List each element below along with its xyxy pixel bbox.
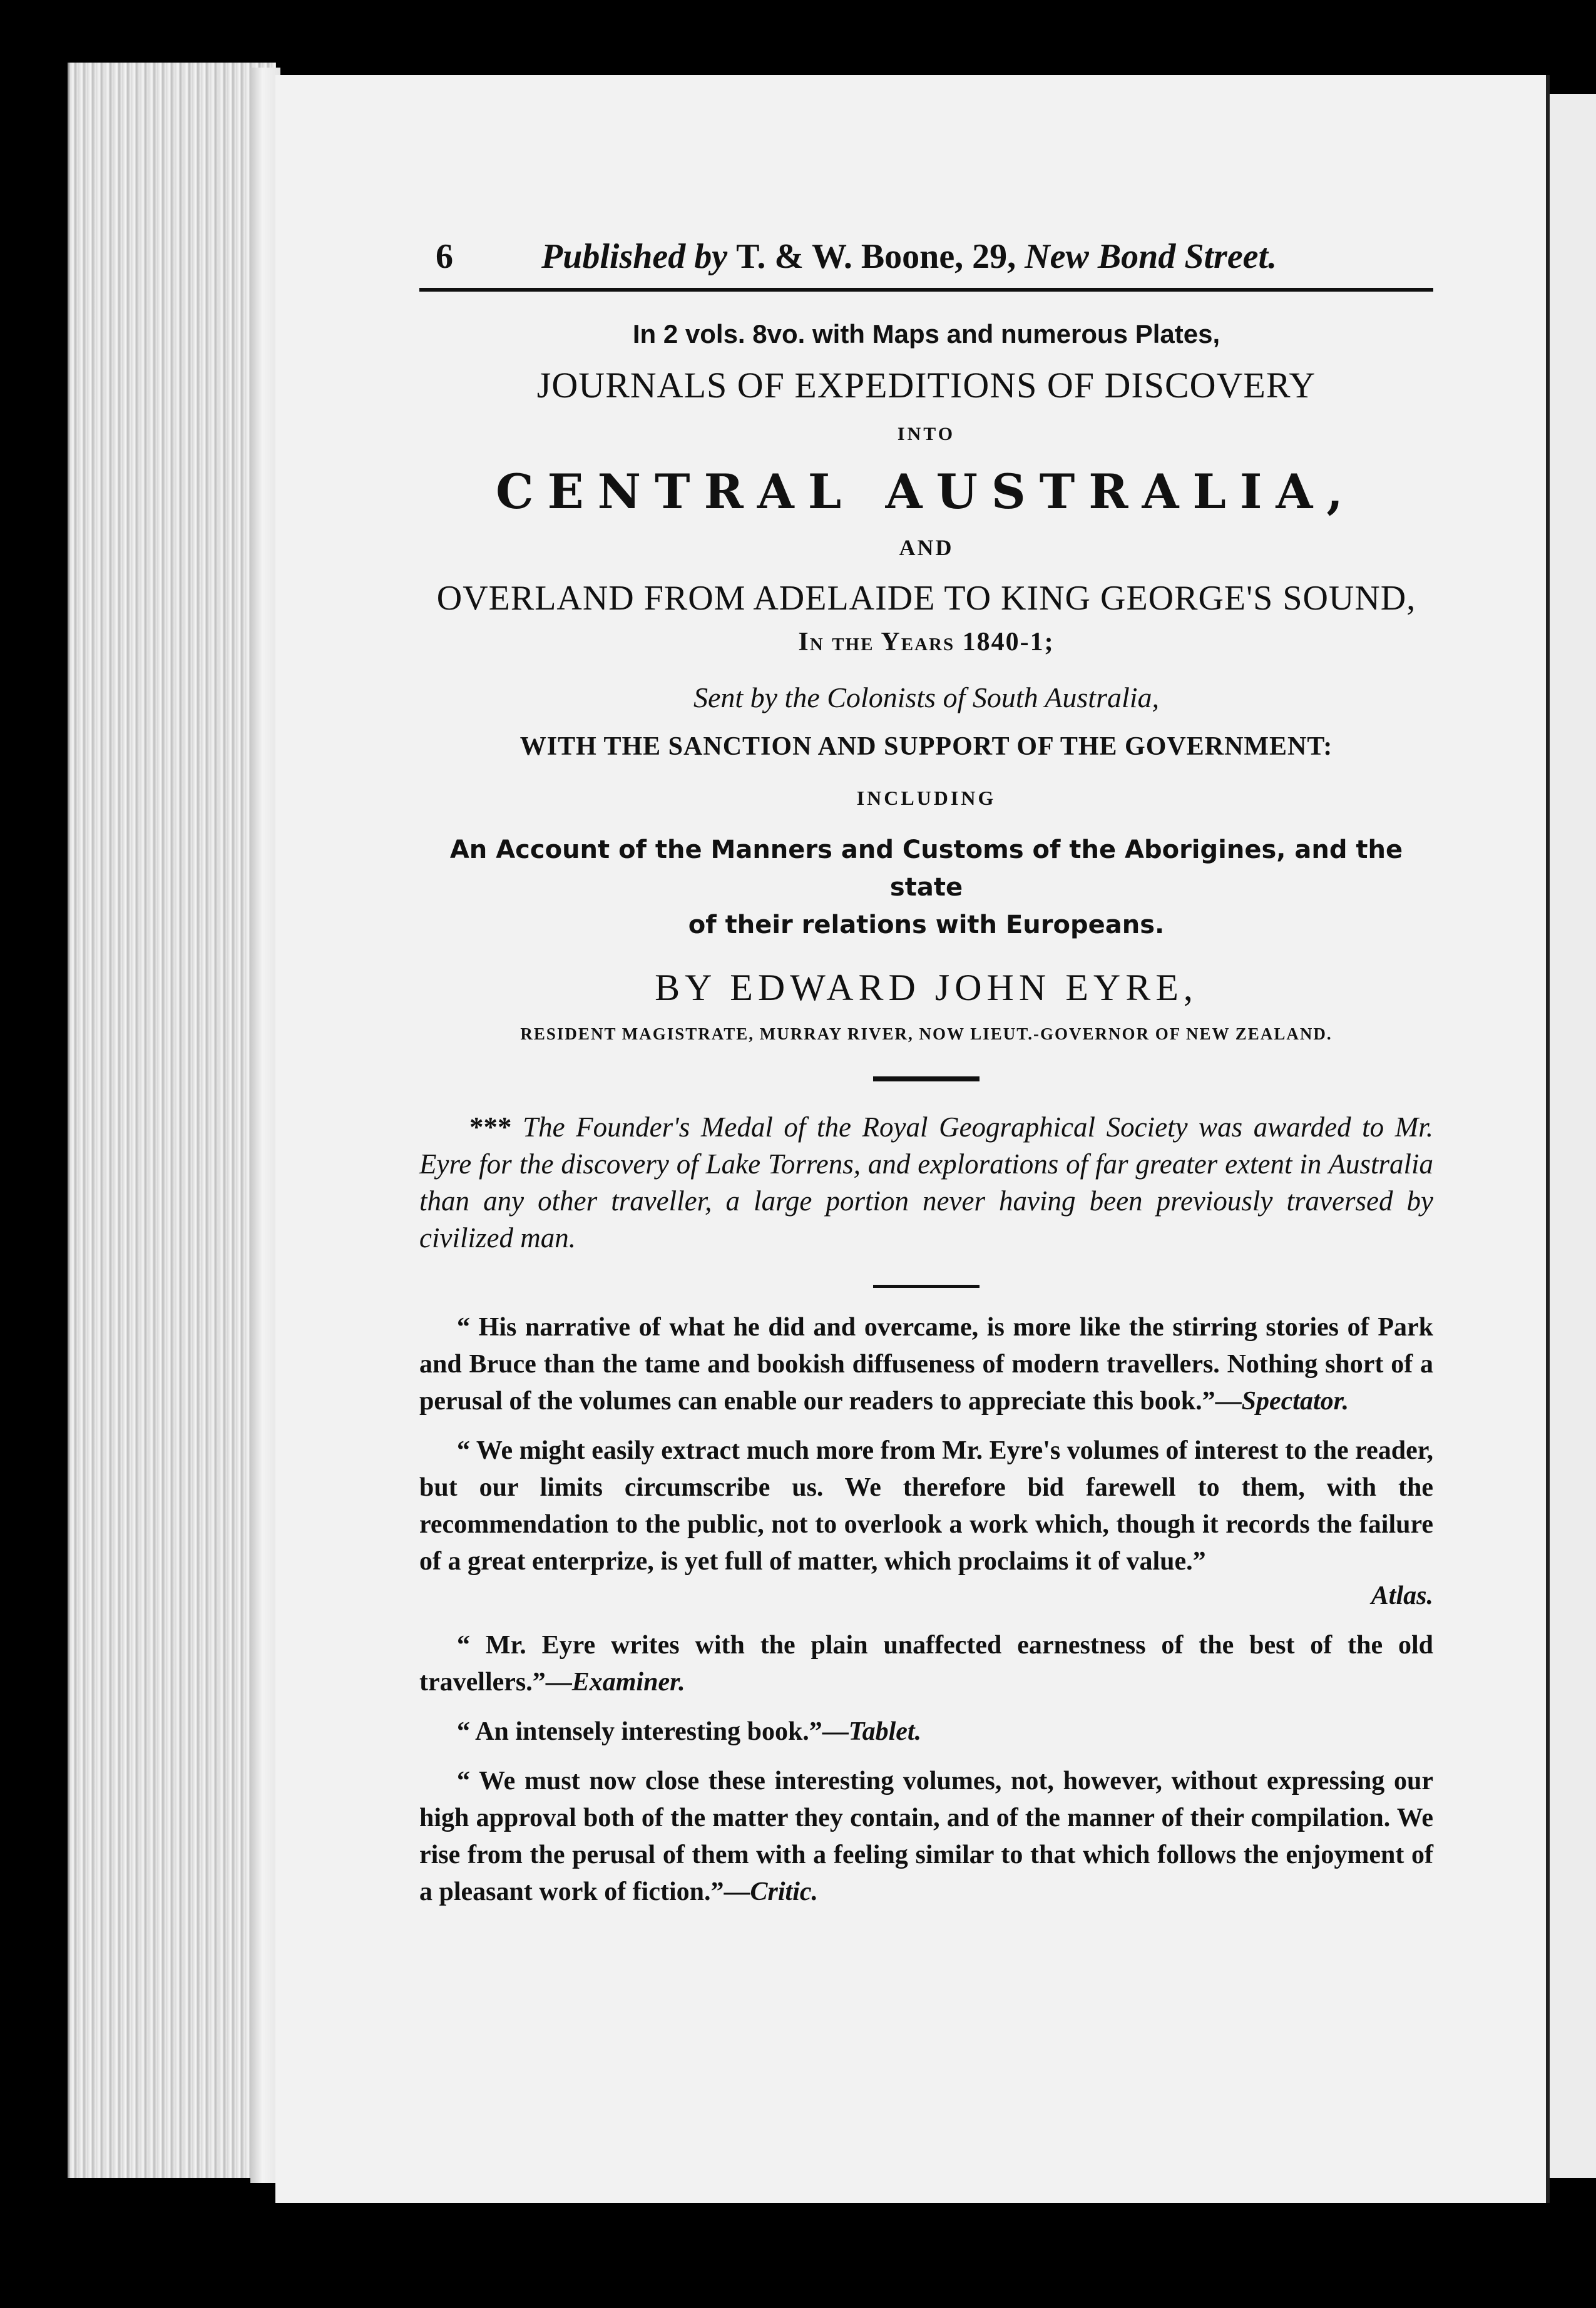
including-label: INCLUDING (856, 787, 996, 809)
divider-rule-thin (873, 1285, 980, 1288)
title-line-3: OVERLAND FROM ADELAIDE TO KING GEORGE'S SOUND, (436, 579, 1416, 618)
running-head (419, 232, 1433, 292)
review-quote: “ An intensely interesting book.”— (457, 1717, 849, 1746)
review-source: Tablet. (848, 1717, 922, 1746)
title-and: AND (899, 535, 954, 560)
sanction-line: WITH THE SANCTION AND SUPPORT OF THE GOVERNMENT: (519, 732, 1333, 761)
book-page-edges (68, 63, 276, 2178)
review-atlas (419, 1432, 1433, 1615)
publisher-name: T. & W. Boone, (736, 237, 964, 276)
book-formats: In 2 vols. 8vo. with Maps and numerous Plates, (632, 319, 1220, 349)
review-quote: “ We must now close these interesting volumes, not, however, without expressing our high approval both of the matter they contain, and of the manner of their compilation. We rise from the perusal of them with a feeling similar to that which follows the enjoyment of a pleasant work of fiction.”— (419, 1767, 1433, 1906)
page-number: 6 (436, 237, 453, 276)
publisher-street: New Bond Street. (1025, 237, 1277, 276)
review-source: Atlas. (1371, 1581, 1433, 1610)
facing-page-edge (1550, 94, 1596, 2178)
review-spectator (419, 1309, 1433, 1420)
sent-by-line: Sent by the Colonists of South Australia, (693, 682, 1160, 713)
author-line: BY EDWARD JOHN EYRE, (655, 967, 1198, 1008)
medal-note (419, 1109, 1433, 1257)
review-list (419, 1309, 1433, 1911)
title-years: In the Years 1840-1; (798, 628, 1055, 656)
medal-note-text: The Founder's Medal of the Royal Geographical Society was awarded to Mr. Eyre for the discovery of Lake Torrens, and explorations of far greater extent in Australia than any other traveller, a large portion never having been previously traversed by civilized man. (419, 1111, 1433, 1254)
review-quote: “ His narrative of what he did and overcame, is more like the stirring stories of Park and Bruce than the tame and bookish diffuseness of modern travellers. Nothing short of a perusal of the volumes can enable our readers to appreciate this book.”— (419, 1313, 1433, 1416)
account-line-1: An Account of the Manners and Customs of the Aborigines, and the state (449, 835, 1403, 902)
asterism-glyph: *** (469, 1111, 523, 1143)
author-position: RESIDENT MAGISTRATE, MURRAY RIVER, NOW LIEUT.-GOVERNOR OF NEW ZEALAND. (520, 1024, 1333, 1043)
review-source: Examiner. (571, 1668, 685, 1697)
account-description (419, 831, 1433, 944)
review-examiner (419, 1627, 1433, 1701)
review-source: Critic. (750, 1877, 819, 1906)
divider-rule (873, 1076, 980, 1081)
title-into: INTO (897, 424, 956, 444)
account-line-2: of their relations with Europeans. (688, 911, 1165, 939)
page-content (419, 232, 1433, 1923)
review-quote: “ Mr. Eyre writes with the plain unaffected earnestness of the best of the old travellers.”— (419, 1631, 1433, 1697)
publisher-prefix: Published by (541, 237, 728, 276)
review-tablet (419, 1713, 1433, 1750)
publisher-address-number: 29, (972, 237, 1016, 276)
review-source: Spectator. (1241, 1387, 1349, 1416)
review-quote: “ We might easily extract much more from Mr. Eyre's volumes of interest to the reader, but our limits circumscribe us. We therefore bid farewell to them, with the recommendation to the public, not to overlook a work which, though it records the failure of a great enterprize, is yet full of matter, which proclaims it of value.” (419, 1436, 1433, 1576)
publisher-line (541, 237, 1277, 277)
review-critic (419, 1763, 1433, 1911)
title-line-2: CENTRAL AUSTRALIA, (496, 464, 1357, 519)
title-line-1: JOURNALS OF EXPEDITIONS OF DISCOVERY (536, 365, 1316, 406)
